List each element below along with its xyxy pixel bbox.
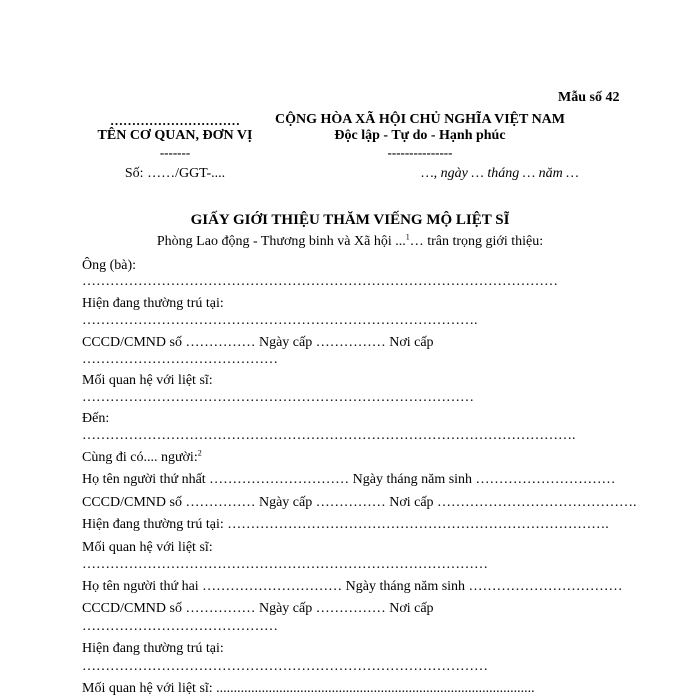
blank-line-ong-ba: ………………………………………………………………………………………… <box>82 274 558 289</box>
footnote-marker-1: 1 <box>405 232 410 242</box>
label-ong-ba: Ông (bà): <box>82 258 137 273</box>
blank-line-thuong-tru: …………………………………………………………………………. <box>82 313 478 328</box>
label-cccd-1: CCCD/CMND số …………… Ngày cấp …………… Nơi cấp <box>82 335 434 350</box>
intro-text-before: Phòng Lao động - Thương binh và Xã hội ... <box>156 234 406 249</box>
label-thuong-tru-3: Hiện đang thường trú tại: <box>82 641 224 656</box>
label-den: Đến: <box>82 411 110 426</box>
blank-line-cccd-1: …………………………………… <box>82 352 278 367</box>
agency-dots: ………………………… <box>110 113 240 128</box>
field-nguoi-thu-nhat: Họ tên người thứ nhất ………………………… Ngày tháng năm sinh ………………………… <box>82 472 616 487</box>
label-moi-quan-he-2: Mối quan hệ với liệt sĩ: <box>82 540 213 555</box>
blank-line-cccd-3: …………………………………… <box>82 619 278 634</box>
republic-name: CỘNG HÒA XÃ HỘI CHỦ NGHĨA VIỆT NAM <box>274 112 565 127</box>
field-nguoi-thu-hai: Họ tên người thứ hai ………………………… Ngày tháng năm sinh …………………………… <box>82 579 623 594</box>
form-code: Mẫu số 42 <box>558 90 620 105</box>
blank-line-moi-quan-he-2: …………………………………………………………………………… <box>82 557 488 572</box>
document-title: GIẤY GIỚI THIỆU THĂM VIẾNG MỘ LIỆT SĨ <box>190 212 510 228</box>
intro-text-after: … trân trọng giới thiệu: <box>409 234 544 249</box>
republic-underline: --------------- <box>387 145 453 160</box>
label-moi-quan-he-1: Mối quan hệ với liệt sĩ: <box>82 373 213 388</box>
intro-line <box>60 234 640 250</box>
document-number: Số: ……/GGT-.... <box>124 166 226 181</box>
republic-motto: Độc lập - Tự do - Hạnh phúc <box>334 128 506 143</box>
blank-line-thuong-tru-3: …………………………………………………………………………… <box>82 659 488 674</box>
label-cung-di <box>82 450 202 466</box>
field-cccd-2: CCCD/CMND số …………… Ngày cấp …………… Nơi cấp ……………………………………. <box>82 495 637 510</box>
field-moi-quan-he-3: Mối quan hệ với liệt sĩ: ........................................................................................... <box>82 681 535 696</box>
footnote-marker-2: 2 <box>197 448 202 458</box>
blank-line-den: ……………………………………………………………………………………………. <box>82 428 576 443</box>
document-date: …, ngày … tháng … năm … <box>421 166 579 181</box>
blank-line-moi-quan-he-1: ………………………………………………………………………… <box>82 390 474 405</box>
field-thuong-tru-2: Hiện đang thường trú tại: ………………………………………………………………………. <box>82 517 609 532</box>
label-cccd-3: CCCD/CMND số …………… Ngày cấp …………… Nơi cấp <box>82 601 434 616</box>
cung-di-text: Cùng đi có.... người: <box>82 450 198 465</box>
agency-underline: ------- <box>159 145 191 160</box>
label-thuong-tru: Hiện đang thường trú tại: <box>82 296 224 311</box>
agency-name: TÊN CƠ QUAN, ĐƠN VỊ <box>97 128 253 143</box>
